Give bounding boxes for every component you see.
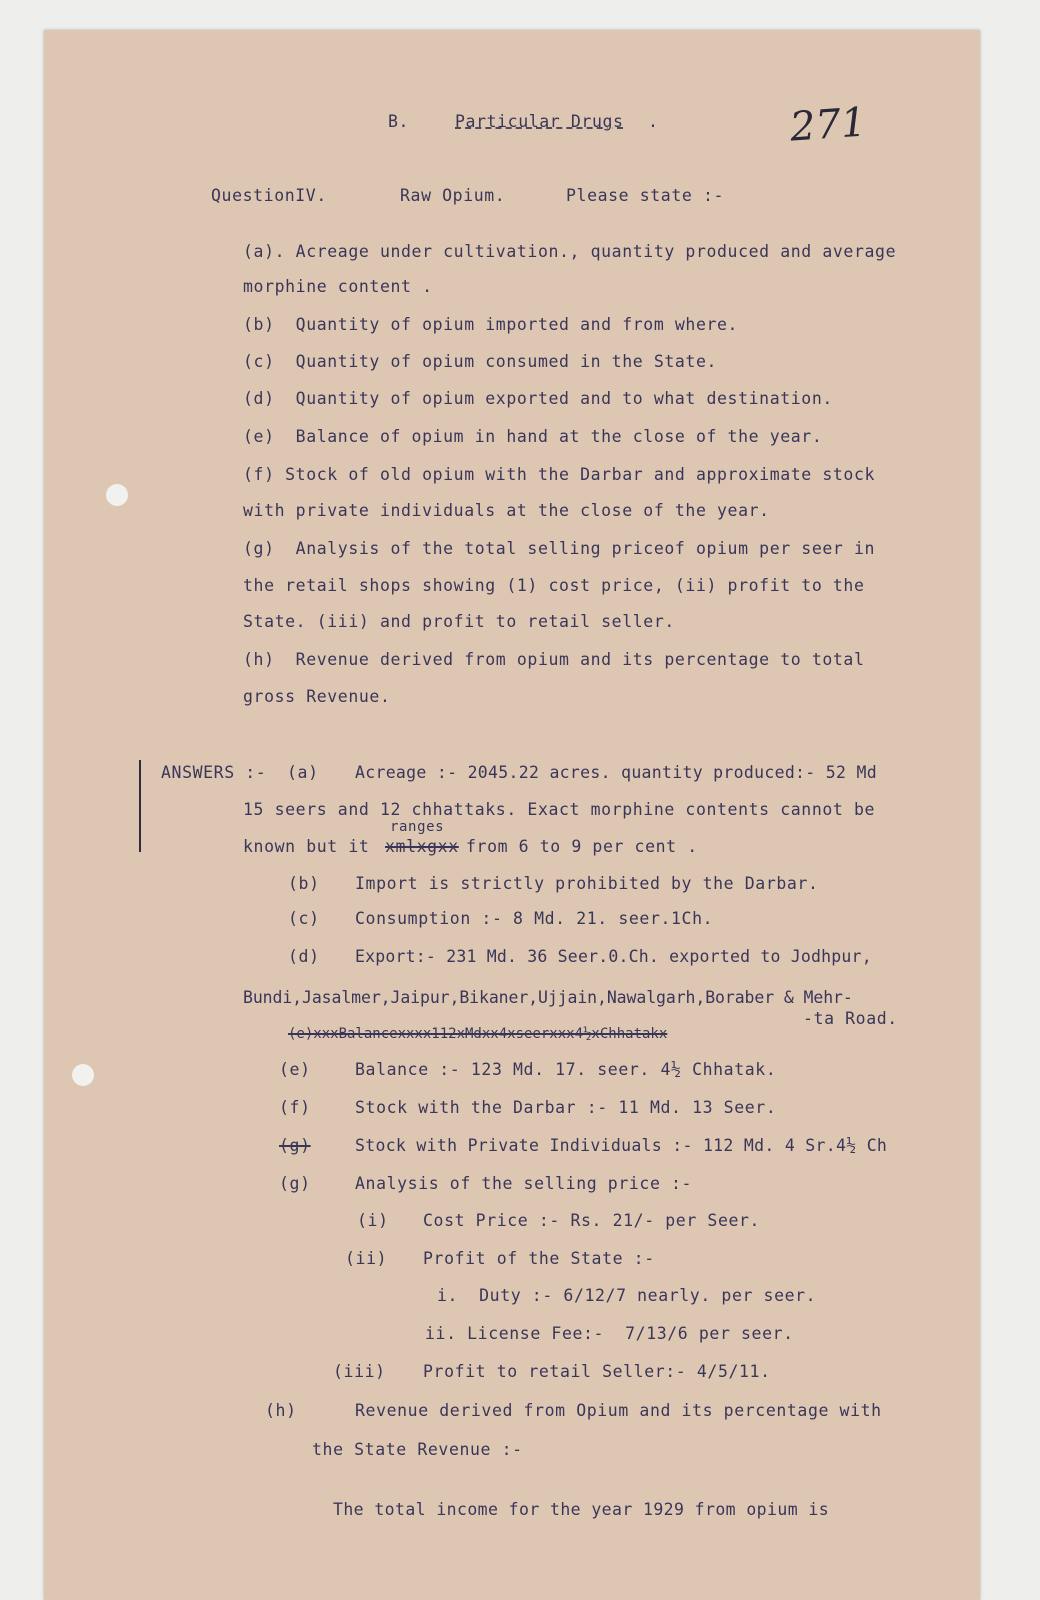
- answer-text: from 6 to 9 per cent .: [466, 837, 698, 856]
- answer-text: Stock with Private Individuals :- 112 Md. 4 Sr.4½ Ch: [355, 1136, 888, 1155]
- question-item: with private individuals at the close of the year.: [243, 501, 770, 520]
- question-item: morphine content .: [243, 277, 433, 296]
- answer-text: Analysis of the selling price :-: [355, 1174, 693, 1193]
- answer-label: (i): [357, 1211, 389, 1230]
- answer-text: Export:- 231 Md. 36 Seer.0.Ch. exported to Jodhpur,: [355, 947, 872, 966]
- question-item: (c) Quantity of opium consumed in the State.: [243, 352, 718, 371]
- margin-mark: [139, 760, 141, 852]
- answer-label: (e): [279, 1060, 311, 1079]
- answer-label: (h): [265, 1401, 297, 1420]
- answer-text: Revenue derived from Opium and its percentage with: [355, 1401, 882, 1420]
- punch-hole: [106, 484, 128, 506]
- answer-label: (iii): [333, 1362, 386, 1381]
- question-item: (d) Quantity of opium exported and to what destination.: [243, 389, 833, 408]
- answer-text: Acreage :- 2045.22 acres. quantity produced:- 52 Md: [355, 763, 877, 782]
- question-prompt: Please state :-: [566, 186, 725, 205]
- answer-text: The total income for the year 1929 from opium is: [333, 1500, 830, 1519]
- answer-label: (c): [288, 909, 320, 928]
- answer-text: known but it: [243, 837, 370, 856]
- answer-text: 15 seers and 12 chhattaks. Exact morphine contents cannot be: [243, 800, 876, 819]
- struck-text: xmlxgxx: [385, 837, 459, 856]
- answer-text: Balance :- 123 Md. 17. seer. 4½ Chhatak.: [355, 1060, 777, 1079]
- question-item: (h) Revenue derived from opium and its percentage to total: [243, 650, 865, 669]
- question-item: the retail shops showing (1) cost price, (ii) profit to the: [243, 576, 865, 595]
- question-item: (a). Acreage under cultivation., quantity produced and average: [243, 242, 897, 261]
- answer-label: (a): [287, 763, 319, 782]
- answer-text: Profit to retail Seller:- 4/5/11.: [423, 1362, 771, 1381]
- question-item: (b) Quantity of opium imported and from where.: [243, 315, 739, 334]
- title-dot: .: [648, 112, 659, 131]
- answer-label: (g): [279, 1136, 311, 1155]
- section-letter: B.: [388, 112, 410, 131]
- question-item: gross Revenue.: [243, 687, 391, 706]
- answer-text: Stock with the Darbar :- 11 Md. 13 Seer.: [355, 1098, 777, 1117]
- struck-line: (e)xxxBalancexxxx112xMdxx4xseerxxx4½xChhatakx: [288, 1026, 668, 1042]
- answer-text: Consumption :- 8 Md. 21. seer.1Ch.: [355, 909, 714, 928]
- page-number: 271: [788, 99, 868, 151]
- answer-text: ii. License Fee:- 7/13/6 per seer.: [425, 1324, 794, 1343]
- question-label: QuestionIV.: [211, 186, 327, 205]
- punch-hole: [72, 1064, 94, 1086]
- question-item: (f) Stock of old opium with the Darbar and approximate stock: [243, 465, 876, 484]
- answer-text: Profit of the State :-: [423, 1249, 655, 1268]
- answer-label: (ii): [345, 1249, 388, 1268]
- answer-text: the State Revenue :-: [312, 1440, 523, 1459]
- answer-text: Cost Price :- Rs. 21/- per Seer.: [423, 1211, 761, 1230]
- question-item: (g) Analysis of the total selling priceof opium per seer in: [243, 539, 876, 558]
- answer-text: i. Duty :- 6/12/7 nearly. per seer.: [437, 1286, 817, 1305]
- insertion-text: ranges: [390, 819, 445, 835]
- answer-text: -ta Road.: [803, 1009, 898, 1028]
- question-item: State. (iii) and profit to retail seller.: [243, 612, 675, 631]
- answer-label: (g): [279, 1174, 311, 1193]
- answer-label: (d): [288, 947, 320, 966]
- page-title: Particular Drugs: [455, 112, 624, 131]
- answer-text: Bundi,Jasalmer,Jaipur,Bikaner,Ujjain,Nawalgarh,Boraber & Mehr-: [243, 988, 853, 1007]
- answer-label: (b): [288, 874, 320, 893]
- answer-label: (f): [279, 1098, 311, 1117]
- answers-label: ANSWERS :-: [161, 763, 267, 782]
- question-item: (e) Balance of opium in hand at the close of the year.: [243, 427, 823, 446]
- question-subject: Raw Opium.: [400, 186, 506, 205]
- answer-text: Import is strictly prohibited by the Darbar.: [355, 874, 819, 893]
